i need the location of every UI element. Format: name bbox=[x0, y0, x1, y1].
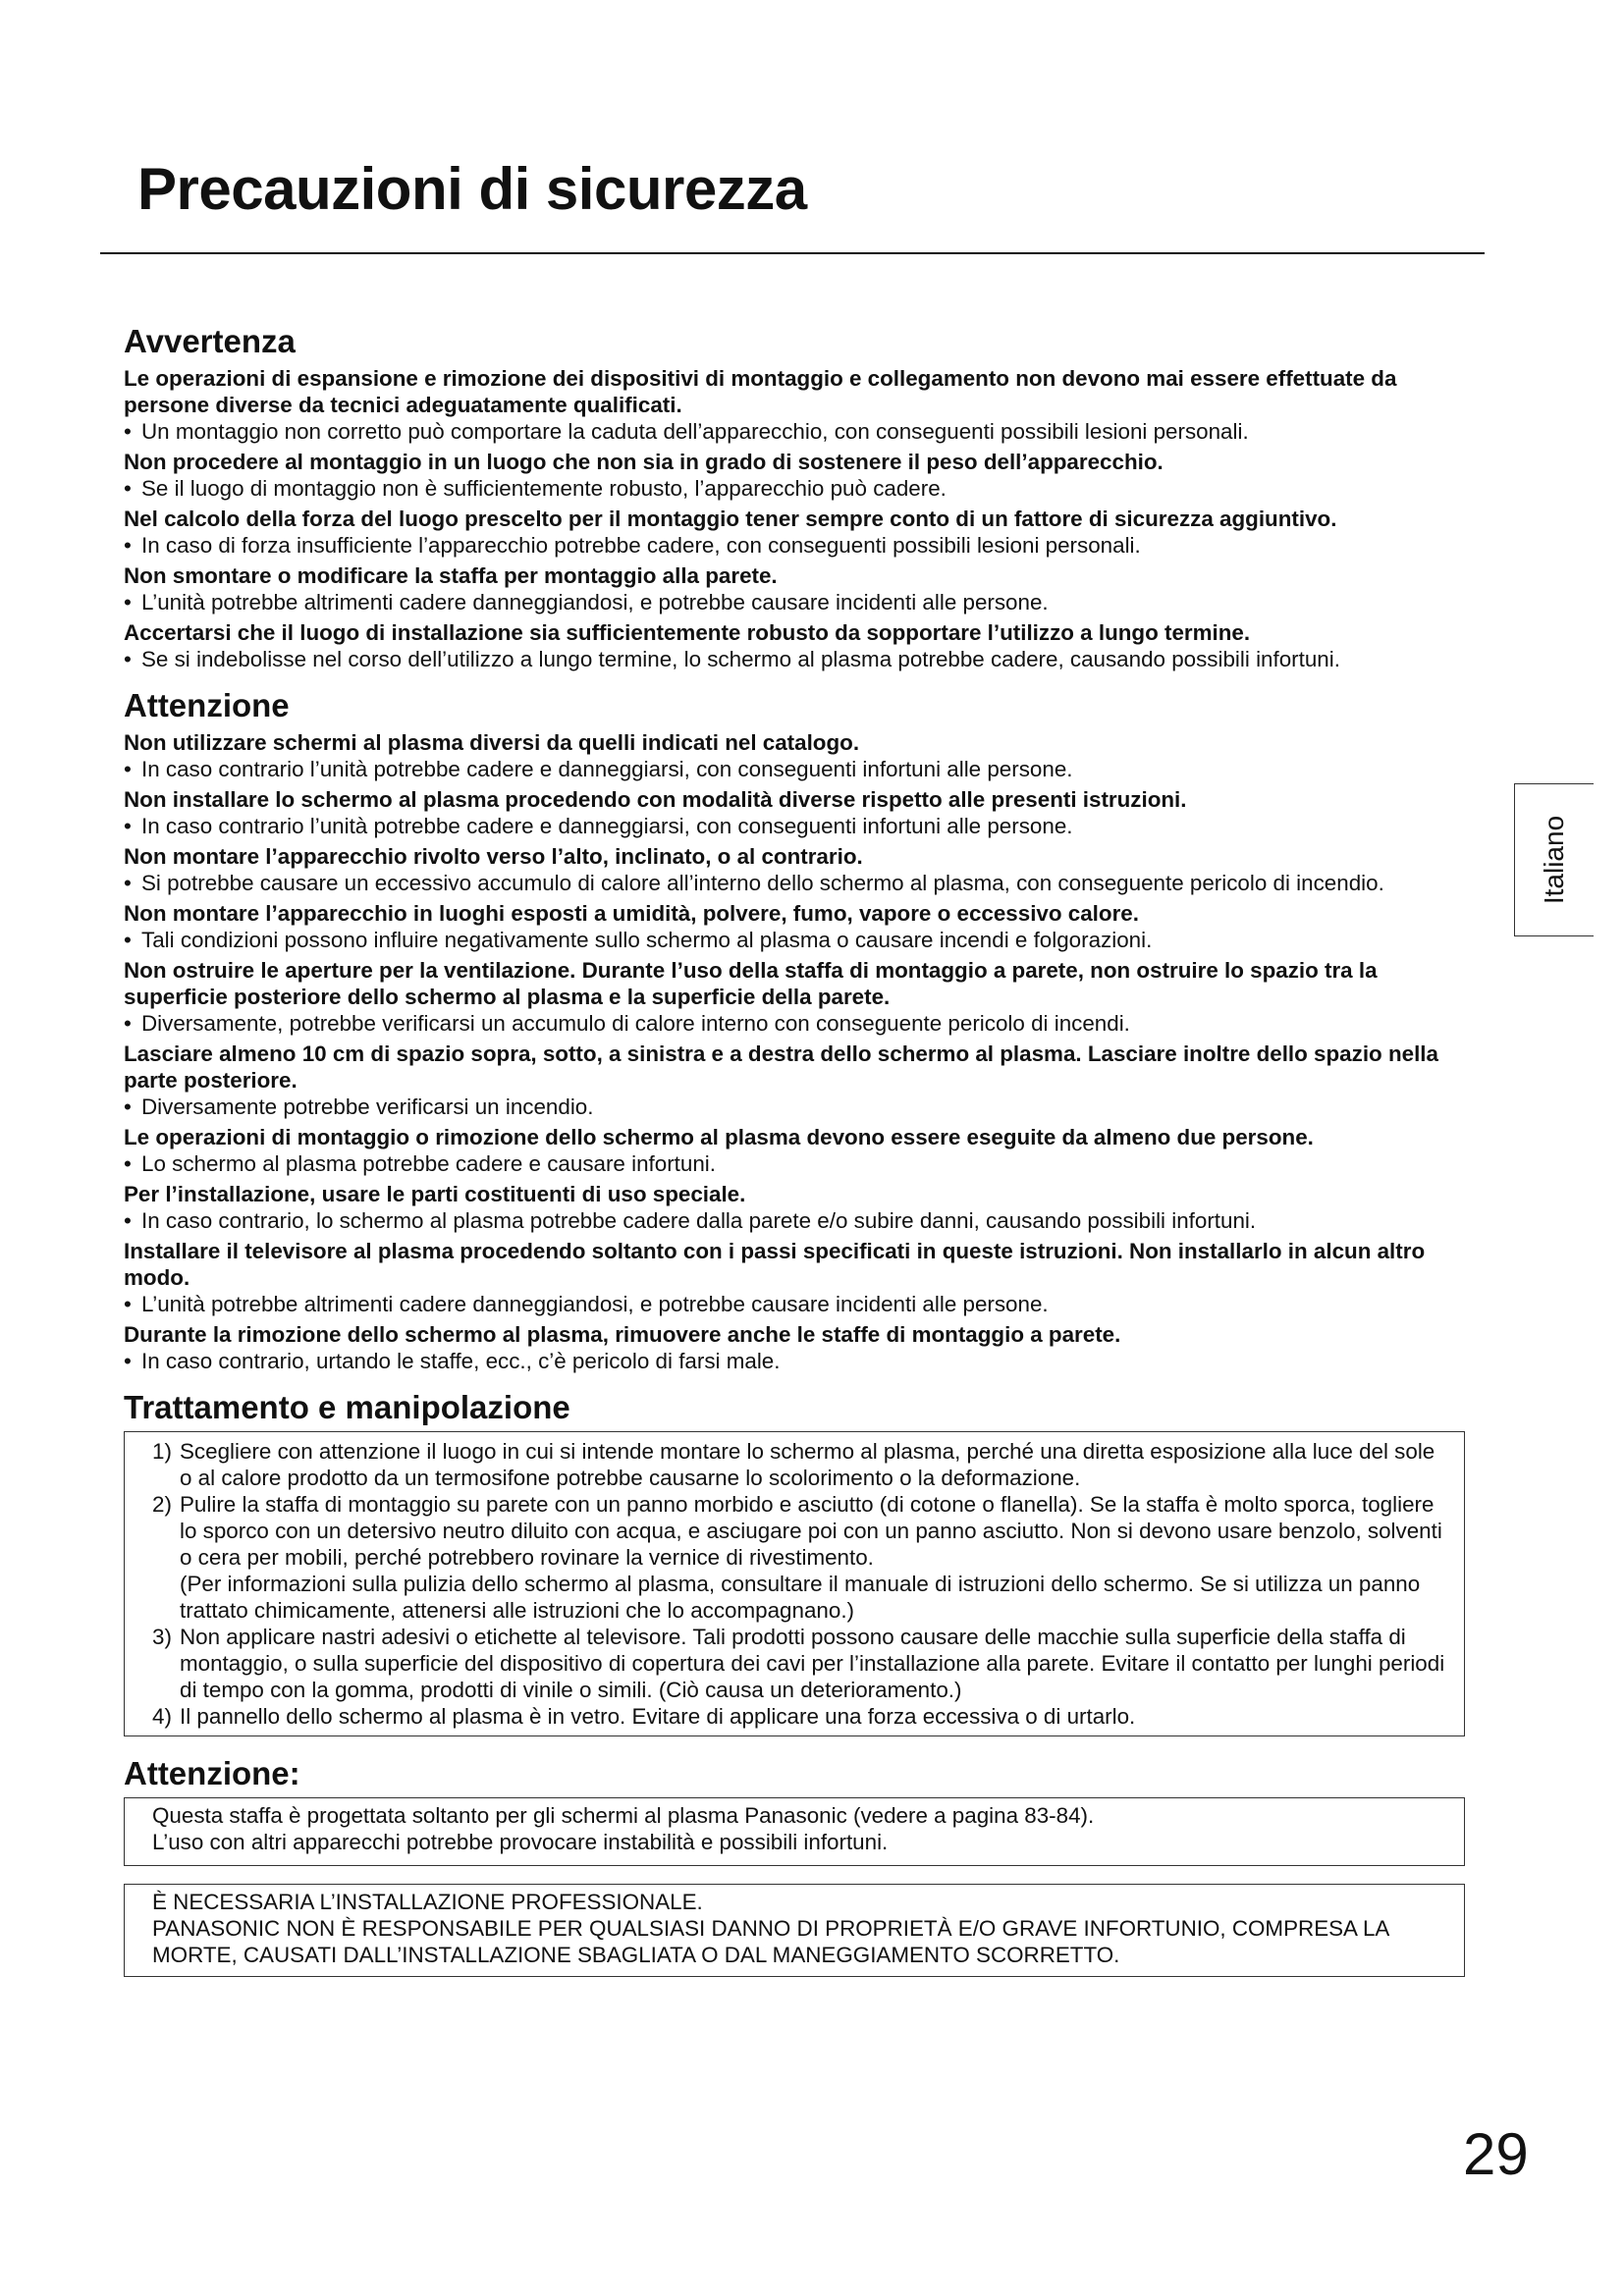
bullet-icon: • bbox=[124, 928, 132, 952]
attenzione-item bbox=[124, 1124, 1465, 1177]
item-text: Non applicare nastri adesivi o etichette al televisore. Tali prodotti possono causare delle macchie sulla superficie della staffa di montaggio, o sulla superficie del dispositivo di copertura dei cavi per l’installazione alla parete. Evitare il contatto per lunghi periodi di tempo con la gomma, prodotti di vinile o simili. (Ciò causa un deterioramento.) bbox=[180, 1625, 1445, 1702]
bullet-text: Diversamente potrebbe verificarsi un incendio. bbox=[141, 1095, 594, 1119]
item-bullet bbox=[124, 475, 1465, 502]
item-bullet bbox=[124, 813, 1465, 839]
item-title: Lasciare almeno 10 cm di spazio sopra, sotto, a sinistra e a destra dello schermo al plasma. Lasciare inoltre dello spazio nella parte posteriore. bbox=[124, 1041, 1438, 1093]
bullet-icon: • bbox=[124, 1208, 132, 1233]
item-bullet bbox=[124, 1094, 1465, 1120]
bullet-text: In caso di forza insufficiente l’apparecchio potrebbe cadere, con conseguenti possibili lesioni personali. bbox=[141, 533, 1141, 558]
attenzione-item bbox=[124, 1181, 1465, 1234]
item-title: Non smontare o modificare la staffa per montaggio alla parete. bbox=[124, 563, 778, 588]
bullet-icon: • bbox=[124, 871, 132, 895]
item-number: 3) bbox=[152, 1625, 172, 1649]
item-title: Durante la rimozione dello schermo al plasma, rimuovere anche le staffe di montaggio a parete. bbox=[124, 1322, 1121, 1347]
item-title: Non installare lo schermo al plasma procedendo con modalità diverse rispetto alle presenti istruzioni. bbox=[124, 787, 1187, 812]
avvertenza-item bbox=[124, 562, 1465, 615]
item-bullet bbox=[124, 927, 1465, 953]
avvertenza-item bbox=[124, 365, 1465, 445]
warning-line: È NECESSARIA L’INSTALLAZIONE PROFESSIONALE. bbox=[152, 1890, 703, 1914]
section-avvertenza bbox=[124, 322, 1465, 672]
item-bullet bbox=[124, 1010, 1465, 1037]
item-title: Non montare l’apparecchio rivolto verso l’alto, inclinato, o al contrario. bbox=[124, 844, 863, 869]
item-text: Il pannello dello schermo al plasma è in vetro. Evitare di applicare una forza eccessiva o di urtarlo. bbox=[180, 1704, 1136, 1729]
item-title: Non procedere al montaggio in un luogo che non sia in grado di sostenere il peso dell’apparecchio. bbox=[124, 450, 1164, 474]
bullet-icon: • bbox=[124, 757, 132, 781]
numbered-item bbox=[152, 1703, 1446, 1730]
bullet-icon: • bbox=[124, 533, 132, 558]
item-title: Accertarsi che il luogo di installazione sia sufficientemente robusto da sopportare l’utilizzo a lungo termine. bbox=[124, 620, 1251, 645]
note-line: L’uso con altri apparecchi potrebbe provocare instabilità e possibili infortuni. bbox=[152, 1830, 889, 1854]
section-heading-attenzione: Attenzione bbox=[124, 687, 290, 723]
item-bullet bbox=[124, 646, 1465, 672]
bullet-text: In caso contrario l’unità potrebbe cadere e danneggiarsi, con conseguenti infortuni alle persone. bbox=[141, 757, 1073, 781]
section-heading-trattamento: Trattamento e manipolazione bbox=[124, 1389, 570, 1425]
title-divider bbox=[100, 252, 1485, 254]
bullet-text: Lo schermo al plasma potrebbe cadere e causare infortuni. bbox=[141, 1151, 716, 1176]
attenzione-item bbox=[124, 957, 1465, 1037]
avvertenza-item bbox=[124, 619, 1465, 672]
bullet-text: In caso contrario, urtando le staffe, ecc., c’è pericolo di farsi male. bbox=[141, 1349, 781, 1373]
item-number: 1) bbox=[152, 1439, 172, 1464]
item-text: Scegliere con attenzione il luogo in cui si intende montare lo schermo al plasma, perché una diretta esposizione alla luce del sole o al calore prodotto da un termosifone potrebbe causarne lo scolorimento o la deformazione. bbox=[180, 1439, 1435, 1490]
item-bullet bbox=[124, 1291, 1465, 1317]
attenzione-note-box bbox=[124, 1797, 1465, 1866]
bullet-icon: • bbox=[124, 419, 132, 444]
section-heading-avvertenza: Avvertenza bbox=[124, 323, 296, 359]
item-number: 2) bbox=[152, 1492, 172, 1517]
section-attenzione bbox=[124, 686, 1465, 1374]
avvertenza-item bbox=[124, 449, 1465, 502]
item-bullet bbox=[124, 1348, 1465, 1374]
attenzione-item bbox=[124, 1321, 1465, 1374]
item-title: Le operazioni di espansione e rimozione dei dispositivi di montaggio e collegamento non devono mai essere effettuate da persone diverse da tecnici adeguatamente qualificati. bbox=[124, 366, 1397, 417]
numbered-item bbox=[152, 1491, 1446, 1571]
avvertenza-item bbox=[124, 506, 1465, 559]
language-tab-label: Italiano bbox=[1539, 815, 1569, 905]
bullet-icon: • bbox=[124, 647, 132, 671]
attenzione-item bbox=[124, 1238, 1465, 1317]
bullet-icon: • bbox=[124, 1095, 132, 1119]
item-bullet bbox=[124, 1207, 1465, 1234]
page-number: 29 bbox=[1463, 2121, 1529, 2187]
item-bullet bbox=[124, 756, 1465, 782]
attenzione-item bbox=[124, 786, 1465, 839]
attenzione-item bbox=[124, 729, 1465, 782]
bullet-icon: • bbox=[124, 1011, 132, 1036]
section-trattamento bbox=[124, 1388, 1465, 1736]
language-side-tab bbox=[1514, 783, 1594, 936]
item-title: Installare il televisore al plasma procedendo soltanto con i passi specificati in queste istruzioni. Non installarlo in alcun altro modo. bbox=[124, 1239, 1426, 1290]
bullet-icon: • bbox=[124, 1292, 132, 1316]
bullet-icon: • bbox=[124, 590, 132, 614]
avvertenza-list bbox=[124, 365, 1465, 672]
bullet-text: Se il luogo di montaggio non è sufficientemente robusto, l’apparecchio può cadere. bbox=[141, 476, 947, 501]
numbered-item bbox=[152, 1624, 1446, 1703]
item-bullet bbox=[124, 1150, 1465, 1177]
item-bullet bbox=[124, 418, 1465, 445]
item-title: Non montare l’apparecchio in luoghi esposti a umidità, polvere, fumo, vapore o eccessivo calore. bbox=[124, 901, 1139, 926]
attenzione-item bbox=[124, 843, 1465, 896]
professional-install-warning-box bbox=[124, 1884, 1465, 1977]
item-bullet bbox=[124, 532, 1465, 559]
content bbox=[124, 322, 1465, 1977]
bullet-text: In caso contrario, lo schermo al plasma potrebbe cadere dalla parete e/o subire danni, causando possibili infortuni. bbox=[141, 1208, 1257, 1233]
item-extra-note: (Per informazioni sulla pulizia dello schermo al plasma, consultare il manuale di istruzioni dello schermo. Se si utilizza un panno trattato chimicamente, attenersi alle istruzioni che lo accompagnano.) bbox=[180, 1572, 1421, 1623]
bullet-text: In caso contrario l’unità potrebbe cadere e danneggiarsi, con conseguenti infortuni alle persone. bbox=[141, 814, 1073, 838]
bullet-text: L’unità potrebbe altrimenti cadere danneggiandosi, e potrebbe causare incidenti alle persone. bbox=[141, 1292, 1049, 1316]
item-title: Non ostruire le aperture per la ventilazione. Durante l’uso della staffa di montaggio a parete, non ostruire lo spazio tra la superficie posteriore dello schermo al plasma e la superficie della parete. bbox=[124, 958, 1378, 1009]
note-line: Questa staffa è progettata soltanto per gli schermi al plasma Panasonic (vedere a pagina 83-84). bbox=[152, 1803, 1095, 1828]
bullet-icon: • bbox=[124, 1151, 132, 1176]
bullet-text: Un montaggio non corretto può comportare la caduta dell’apparecchio, con conseguenti possibili lesioni personali. bbox=[141, 419, 1249, 444]
bullet-text: Diversamente, potrebbe verificarsi un accumulo di calore interno con conseguente pericolo di incendi. bbox=[141, 1011, 1130, 1036]
attenzione-item bbox=[124, 1041, 1465, 1120]
bullet-icon: • bbox=[124, 1349, 132, 1373]
bullet-text: Tali condizioni possono influire negativamente sullo schermo al plasma o causare incendi e folgorazioni. bbox=[141, 928, 1153, 952]
item-title: Per l’installazione, usare le parti costituenti di uso speciale. bbox=[124, 1182, 746, 1206]
item-title: Non utilizzare schermi al plasma diversi da quelli indicati nel catalogo. bbox=[124, 730, 860, 755]
item-title: Le operazioni di montaggio o rimozione dello schermo al plasma devono essere eseguite da almeno due persone. bbox=[124, 1125, 1314, 1149]
item-number: 4) bbox=[152, 1704, 172, 1729]
warning-line: PANASONIC NON È RESPONSABILE PER QUALSIASI DANNO DI PROPRIETÀ E/O GRAVE INFORTUNIO, COMPRESA LA MORTE, CAUSATI DALL’INSTALLAZIONE SBAGLIATA O DAL MANEGGIAMENTO SCORRETTO. bbox=[152, 1916, 1389, 1967]
bullet-text: Si potrebbe causare un eccessivo accumulo di calore all’interno dello schermo al plasma, con conseguente pericolo di incendio. bbox=[141, 871, 1384, 895]
trattamento-box bbox=[124, 1431, 1465, 1736]
bullet-text: L’unità potrebbe altrimenti cadere danneggiandosi, e potrebbe causare incidenti alle persone. bbox=[141, 590, 1049, 614]
item-bullet bbox=[124, 870, 1465, 896]
page-title: Precauzioni di sicurezza bbox=[137, 156, 807, 222]
section-attenzione-note bbox=[124, 1754, 1465, 1866]
attenzione-item bbox=[124, 900, 1465, 953]
item-title: Nel calcolo della forza del luogo prescelto per il montaggio tener sempre conto di un fattore di sicurezza aggiuntivo. bbox=[124, 507, 1337, 531]
numbered-item bbox=[152, 1438, 1446, 1491]
section-heading-attenzione-note: Attenzione: bbox=[124, 1755, 300, 1791]
bullet-icon: • bbox=[124, 814, 132, 838]
item-text: Pulire la staffa di montaggio su parete con un panno morbido e asciutto (di cotone o flanella). Se la staffa è molto sporca, togliere lo sporco con un detersivo neutro diluito con acqua, e asciugare poi con un panno asciutto. Non si devono usare benzolo, solventi o cera per mobili, perché potrebbero rovinare la vernice di rivestimento. bbox=[180, 1492, 1442, 1570]
bullet-text: Se si indebolisse nel corso dell’utilizzo a lungo termine, lo schermo al plasma potrebbe cadere, causando possibili infortuni. bbox=[141, 647, 1340, 671]
bullet-icon: • bbox=[124, 476, 132, 501]
attenzione-list bbox=[124, 729, 1465, 1374]
item-bullet bbox=[124, 589, 1465, 615]
